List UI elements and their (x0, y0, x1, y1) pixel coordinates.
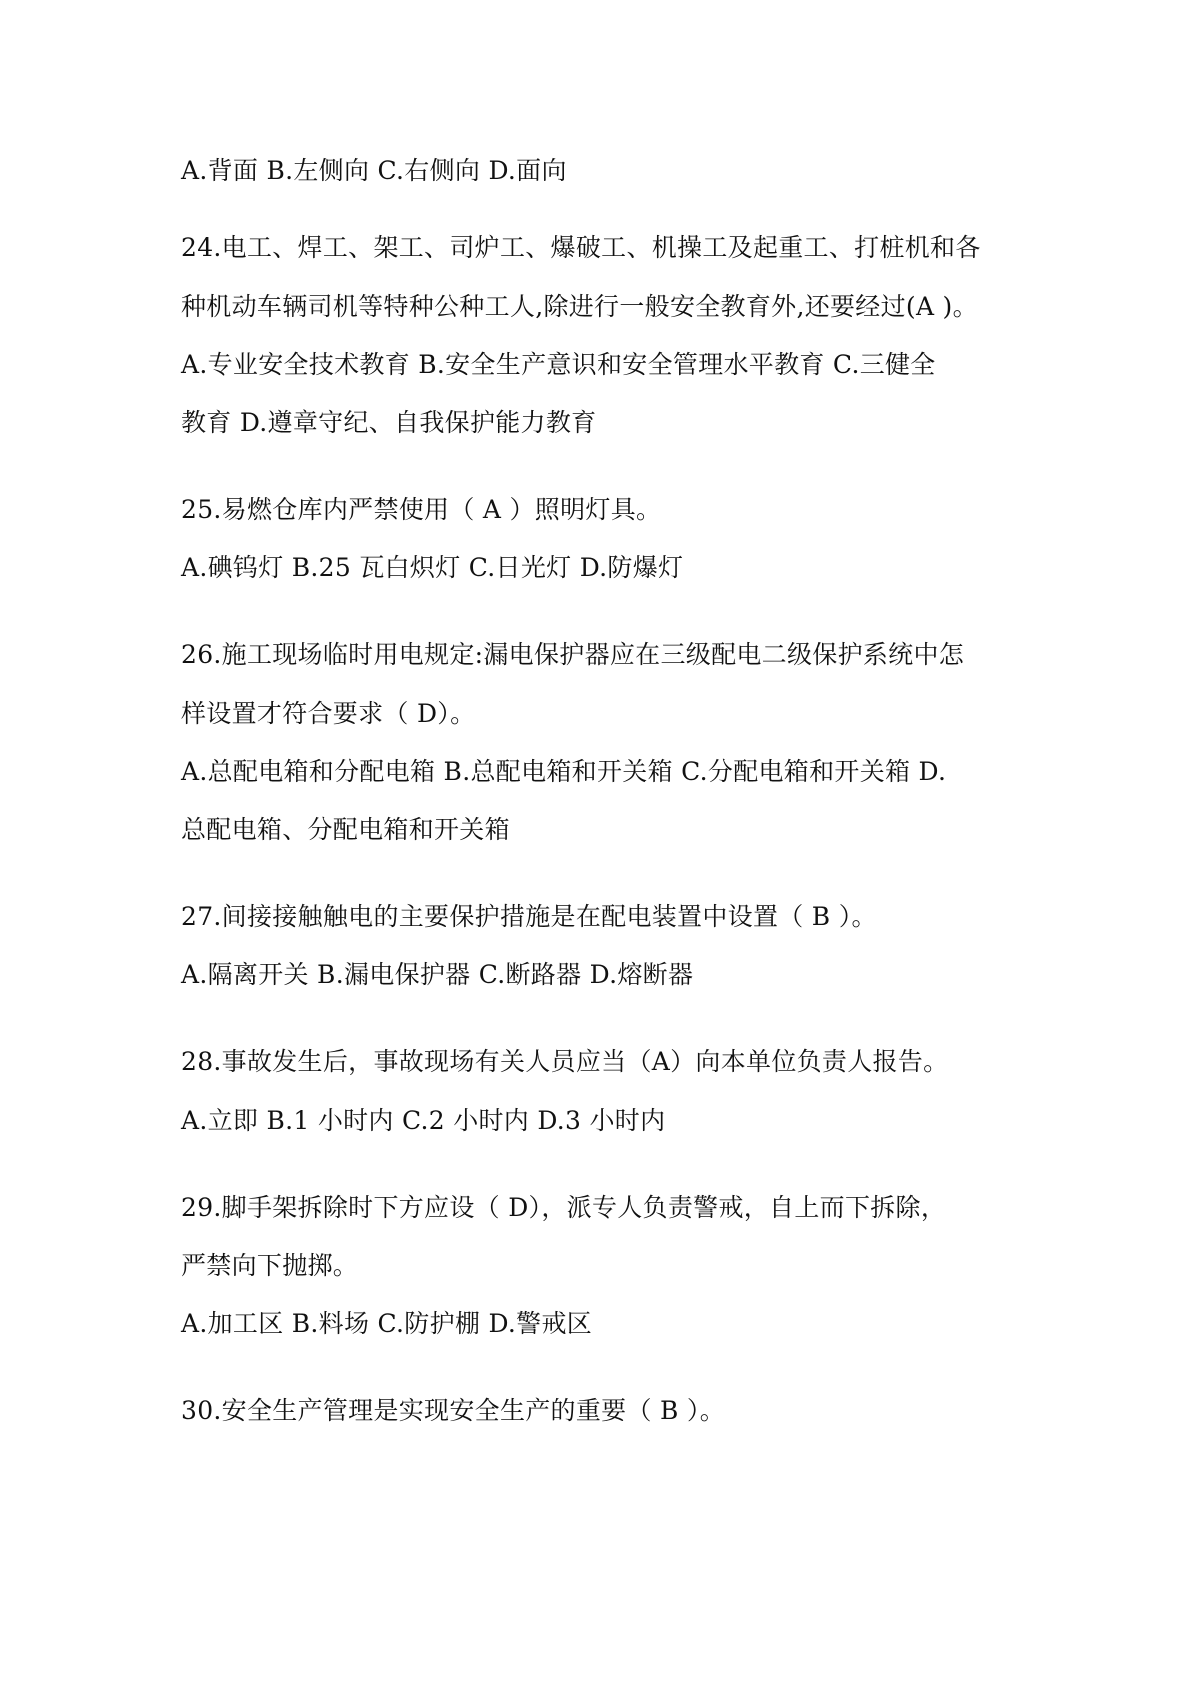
options-line: A.背面 B.左侧向 C.右侧向 D.面向 (181, 156, 567, 185)
question-25: 25.易燃仓库内严禁使用（ A ）照明灯具。 (181, 495, 662, 524)
options-line: A.碘钨灯 B.25 瓦白炽灯 C.日光灯 D.防爆灯 (181, 553, 684, 582)
options-line-continued: 教育 D.遵章守纪、自我保护能力教育 (181, 408, 597, 437)
question-26-line-2: 样设置才符合要求（ D）。 (181, 699, 476, 728)
options-line: A.隔离开关 B.漏电保护器 C.断路器 D.熔断器 (181, 960, 694, 989)
question-29-line-1: 29.脚手架拆除时下方应设（ D），派专人负责警戒，自上而下拆除， (181, 1193, 947, 1222)
question-27: 27.间接接触触电的主要保护措施是在配电装置中设置（ B ）。 (181, 902, 877, 931)
question-26-line-1: 26.施工现场临时用电规定:漏电保护器应在三级配电二级保护系统中怎 (181, 640, 965, 669)
question-24-line-2: 种机动车辆司机等特种公种工人,除进行一般安全教育外,还要经过(A )。 (181, 292, 978, 321)
options-line-continued: 总配电箱、分配电箱和开关箱 (181, 815, 510, 844)
options-line: A.加工区 B.料场 C.防护棚 D.警戒区 (181, 1309, 593, 1338)
question-24-line-1: 24.电工、焊工、架工、司炉工、爆破工、机操工及起重工、打桩机和各 (181, 233, 981, 262)
question-30: 30.安全生产管理是实现安全生产的重要（ B ）。 (181, 1396, 726, 1425)
question-28: 28.事故发生后，事故现场有关人员应当（A）向本单位负责人报告。 (181, 1047, 949, 1076)
options-line: A.总配电箱和分配电箱 B.总配电箱和开关箱 C.分配电箱和开关箱 D. (181, 757, 947, 786)
question-29-line-2: 严禁向下抛掷。 (181, 1251, 359, 1280)
options-line: A.立即 B.1 小时内 C.2 小时内 D.3 小时内 (181, 1106, 666, 1135)
options-line: A.专业安全技术教育 B.安全生产意识和安全管理水平教育 C.三健全 (181, 350, 936, 379)
